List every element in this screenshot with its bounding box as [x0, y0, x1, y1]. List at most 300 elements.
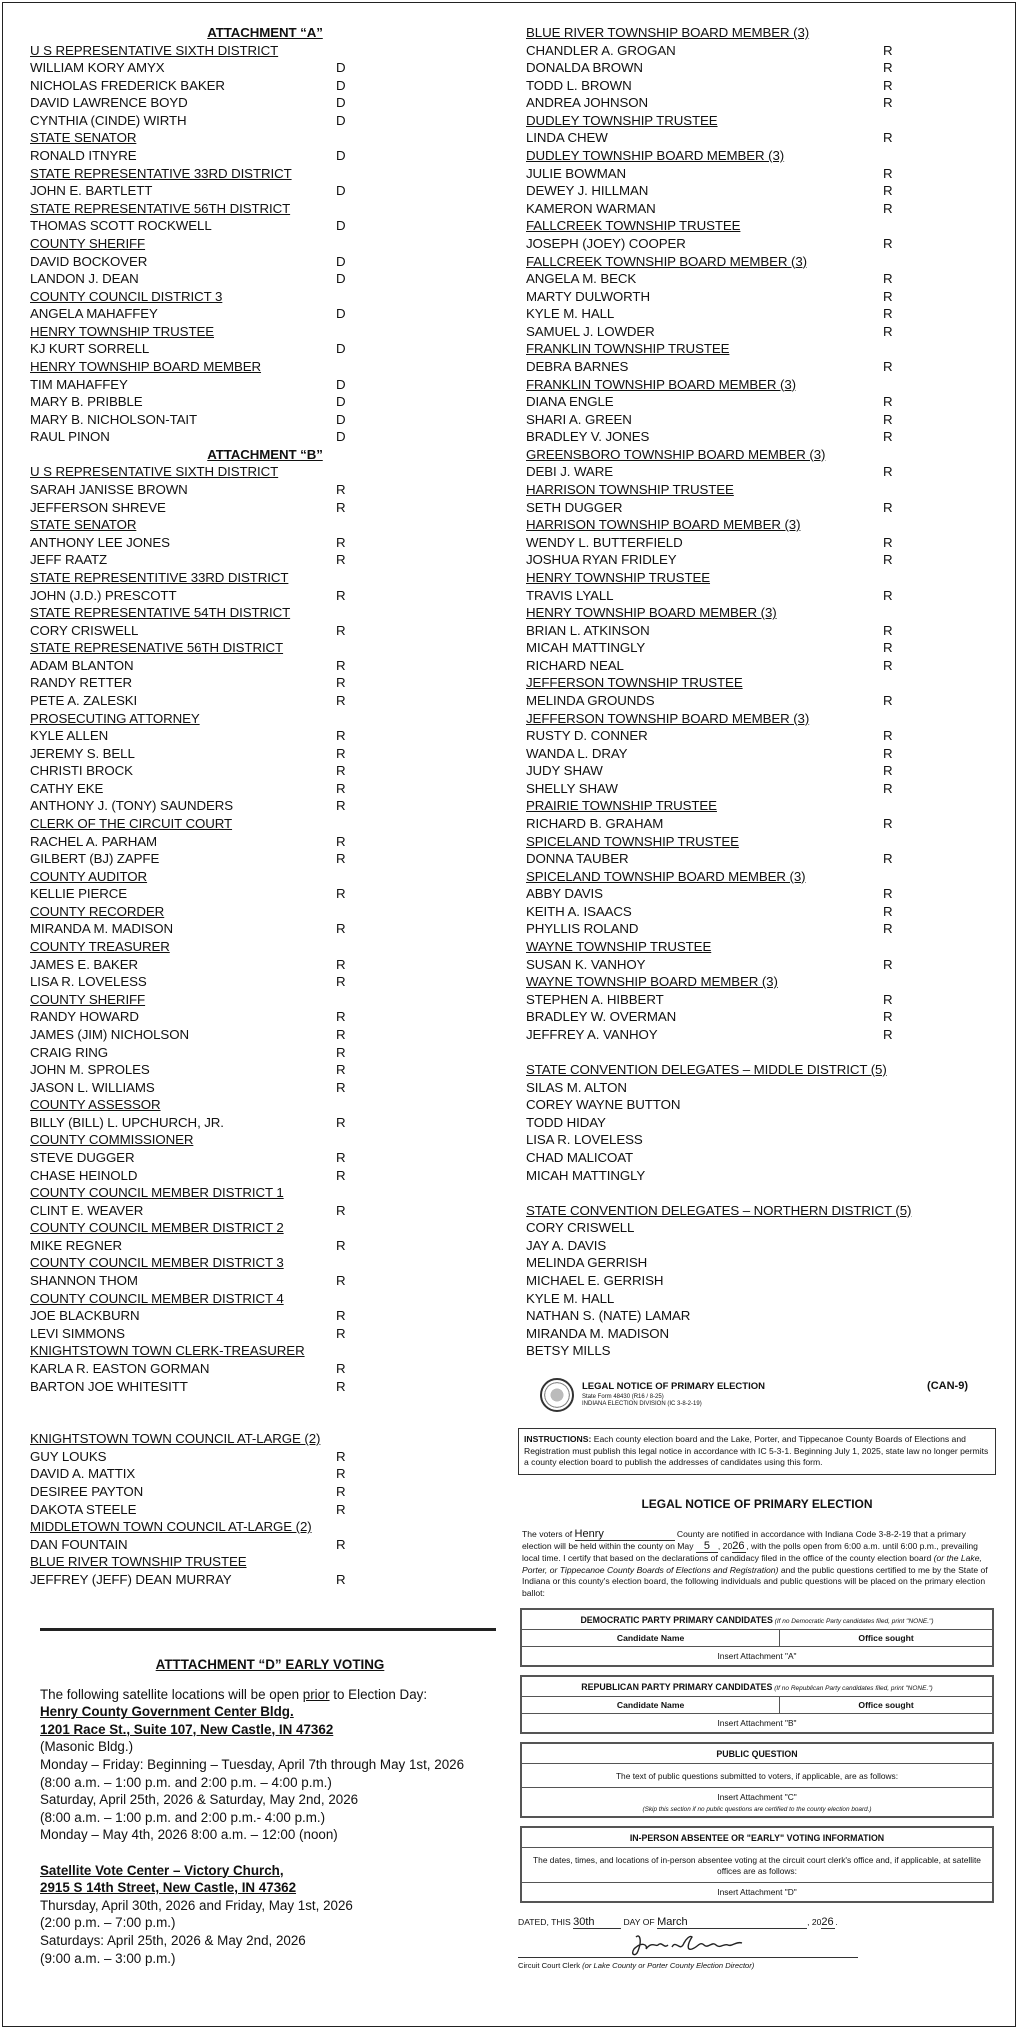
party-code: R: [883, 358, 893, 374]
candidate-row: [526, 780, 996, 798]
candidate-name: JEREMY S. BELL: [30, 745, 135, 761]
office-heading: [30, 1184, 500, 1202]
candidate-row: [526, 1254, 996, 1272]
candidate-name: RAUL PINON: [30, 429, 110, 445]
party-code: R: [336, 1150, 346, 1165]
candidate-row: [30, 1483, 500, 1501]
candidate-name: CHASE HEINOLD: [30, 1167, 138, 1183]
office-heading: [30, 938, 500, 956]
candidate-row: [526, 920, 996, 938]
candidate-row: [526, 850, 996, 868]
party-code: D: [336, 394, 346, 410]
location-1-address: 1201 Race St., Suite 107, New Castle, IN 47362: [40, 1721, 334, 1737]
insert-attachment-d: Insert Attachment "D": [522, 1882, 992, 1901]
heading-text: STATE SENATOR: [30, 517, 137, 533]
candidate-name: DAVID LAWRENCE BOYD: [30, 95, 188, 111]
office-heading: [526, 1202, 996, 1220]
heading-text: COUNTY COMMISSIONER: [30, 1132, 194, 1148]
office-heading: [526, 569, 996, 587]
hours-line: Saturdays: April 25th, 2026 & May 2nd, 2026: [40, 1932, 306, 1948]
candidate-name: JOE BLACKBURN: [30, 1308, 140, 1324]
party-code: R: [883, 411, 893, 427]
candidate-name: MIRANDA M. MADISON: [526, 1325, 669, 1341]
candidate-name: SUSAN K. VANHOY: [526, 956, 646, 972]
party-code: R: [883, 640, 893, 656]
candidate-row: [526, 1008, 996, 1026]
candidate-name: SILAS M. ALTON: [526, 1079, 627, 1095]
office-heading: [526, 604, 996, 622]
candidate-row: [526, 411, 996, 429]
insert-attachment-c: Insert Attachment "C": [522, 1787, 992, 1806]
candidate-row: [526, 77, 996, 95]
heading-text: DUDLEY TOWNSHIP TRUSTEE: [526, 112, 718, 128]
party-code: R: [883, 60, 893, 76]
office-heading: [30, 1254, 500, 1272]
hours-line: Thursday, April 30th, 2026 and Friday, May 1st, 2026: [40, 1897, 353, 1913]
candidate-name: RICHARD B. GRAHAM: [526, 816, 664, 832]
hours-line: Saturday, April 25th, 2026 & Saturday, May 2nd, 2026: [40, 1792, 359, 1808]
party-code: R: [336, 1009, 346, 1025]
candidate-name: MICAH MATTINGLY: [526, 1167, 646, 1183]
candidate-name: JAMES E. BAKER: [30, 956, 138, 972]
party-code: R: [883, 42, 893, 58]
party-code: D: [336, 306, 346, 322]
candidate-row: [30, 393, 500, 411]
party-code: R: [336, 1448, 346, 1464]
heading-text: STATE CONVENTION DELEGATES – NORTHERN DISTRICT (5): [526, 1202, 912, 1218]
can9-header: [516, 1378, 998, 1420]
candidate-row: [526, 956, 996, 974]
republican-candidates-box: REPUBLICAN PARTY PRIMARY CANDIDATES (If no Republican Party candidates filed, print "NONE.") Candidate Name Office sought Insert Attachment "B": [520, 1675, 994, 1734]
candidate-name: BRADLEY V. JONES: [526, 429, 650, 445]
candidate-name: TIM MAHAFFEY: [30, 376, 128, 392]
candidate-name: BILLY (BILL) L. UPCHURCH, JR.: [30, 1114, 224, 1130]
form-number: State Form 48430 (R16 / 8-25): [582, 1394, 664, 1400]
office-heading: [526, 253, 996, 271]
heading-text: U S REPRESENTATIVE SIXTH DISTRICT: [30, 464, 279, 480]
party-code: R: [883, 429, 893, 445]
candidate-name: ANGELA M. BECK: [526, 271, 637, 287]
candidate-row: [30, 797, 500, 815]
candidate-row: [30, 973, 500, 991]
office-heading: [526, 973, 996, 991]
candidate-row: [30, 1378, 500, 1396]
candidate-row: [30, 182, 500, 200]
candidate-name: JASON L. WILLIAMS: [30, 1079, 155, 1095]
heading-text: ATTACHMENT “A”: [207, 25, 323, 40]
office-heading: [30, 463, 500, 481]
candidate-name: WILLIAM KORY AMYX: [30, 60, 165, 76]
form-title: LEGAL NOTICE OF PRIMARY ELECTION: [582, 1381, 765, 1392]
candidate-row: [30, 499, 500, 517]
candidate-name: KAMERON WARMAN: [526, 200, 656, 216]
heading-text: STATE REPRESENTITIVE 33RD DISTRICT: [30, 569, 289, 585]
candidate-name: STEPHEN A. HIBBERT: [526, 991, 664, 1007]
heading-text: COUNTY ASSESSOR: [30, 1097, 161, 1113]
candidate-row: [526, 745, 996, 763]
candidate-name: DEWEY J. HILLMAN: [526, 183, 649, 199]
party-code: R: [883, 165, 893, 181]
candidate-name: WENDY L. BUTTERFIELD: [526, 534, 683, 550]
candidate-name: SETH DUGGER: [526, 499, 623, 515]
section-divider: [40, 1628, 496, 1631]
candidate-name: CHANDLER A. GROGAN: [526, 42, 676, 58]
candidate-row: [30, 1026, 500, 1044]
candidate-name: DAKOTA STEELE: [30, 1501, 137, 1517]
candidate-row: [526, 1114, 996, 1132]
party-code: R: [336, 1536, 346, 1552]
party-code: R: [883, 991, 893, 1007]
office-heading: [30, 903, 500, 921]
office-heading: [526, 24, 996, 42]
candidate-name: MICHAEL E. GERRISH: [526, 1273, 664, 1289]
candidate-name: LISA R. LOVELESS: [30, 974, 147, 990]
candidate-row: [526, 622, 996, 640]
office-heading: [526, 516, 996, 534]
candidate-row: [30, 1325, 500, 1343]
location-1-hours: [40, 1756, 500, 1844]
party-code: R: [883, 271, 893, 287]
candidate-name: KEITH A. ISAACS: [526, 903, 632, 919]
party-code: R: [883, 886, 893, 902]
candidate-name: SHARI A. GREEN: [526, 411, 632, 427]
candidate-row: [30, 376, 500, 394]
candidate-row: [30, 956, 500, 974]
heading-text: HENRY TOWNSHIP BOARD MEMBER (3): [526, 605, 777, 621]
office-heading: [30, 42, 500, 60]
candidate-name: SHANNON THOM: [30, 1273, 138, 1289]
candidate-row: [30, 1114, 500, 1132]
candidate-name: ABBY DAVIS: [526, 886, 603, 902]
office-heading: [526, 938, 996, 956]
democratic-candidates-box: DEMOCRATIC PARTY PRIMARY CANDIDATES (If no Democratic Party candidates filed, print "NONE.") Candidate Name Office sought Insert Attachment "A": [520, 1608, 994, 1667]
candidate-row: [30, 481, 500, 499]
candidate-name: RUSTY D. CONNER: [526, 728, 648, 744]
hours-line: Monday – Friday: Beginning – Tuesday, April 7th through May 1st, 2026: [40, 1756, 465, 1772]
candidate-row: [30, 1307, 500, 1325]
candidate-name: JEFFREY (JEFF) DEAN MURRAY: [30, 1571, 232, 1587]
candidate-name: DONALDA BROWN: [526, 60, 643, 76]
candidate-row: [526, 1219, 996, 1237]
candidate-row: [30, 745, 500, 763]
candidate-name: DESIREE PAYTON: [30, 1483, 144, 1499]
heading-text: COUNTY COUNCIL DISTRICT 3: [30, 288, 223, 304]
candidate-name: DAVID BOCKOVER: [30, 253, 148, 269]
candidate-row: [30, 253, 500, 271]
candidate-name: JEFF RAATZ: [30, 552, 108, 568]
heading-text: FALLCREEK TOWNSHIP BOARD MEMBER (3): [526, 253, 807, 269]
legal-notice-title: LEGAL NOTICE OF PRIMARY ELECTION: [641, 1496, 873, 1511]
candidate-row: [526, 1149, 996, 1167]
candidate-name: JOSEPH (JOEY) COOPER: [526, 235, 686, 251]
candidate-name: MIKE REGNER: [30, 1237, 122, 1253]
party-code: R: [336, 780, 346, 796]
candidate-row: [30, 305, 500, 323]
office-heading: [30, 358, 500, 376]
candidate-row: [30, 1448, 500, 1466]
candidate-row: [30, 1149, 500, 1167]
candidate-row: [30, 551, 500, 569]
party-code: R: [336, 921, 346, 937]
heading-text: GREENSBORO TOWNSHIP BOARD MEMBER (3): [526, 446, 826, 462]
candidate-name: BARTON JOE WHITESITT: [30, 1378, 188, 1394]
office-heading: [526, 340, 996, 358]
party-code: R: [883, 780, 893, 796]
party-code: D: [336, 271, 346, 287]
candidate-row: [30, 534, 500, 552]
candidate-name: DONNA TAUBER: [526, 851, 629, 867]
candidate-row: [526, 762, 996, 780]
spacer: [526, 1184, 996, 1202]
candidate-row: [526, 42, 996, 60]
heading-text: FALLCREEK TOWNSHIP TRUSTEE: [526, 218, 741, 234]
candidate-row: [30, 1237, 500, 1255]
candidate-row: [30, 217, 500, 235]
candidate-row: [30, 147, 500, 165]
candidate-row: [30, 674, 500, 692]
heading-text: MIDDLETOWN TOWN COUNCIL AT-LARGE (2): [30, 1519, 312, 1535]
insert-attachment-a: Insert Attachment "A": [522, 1646, 992, 1665]
party-code: R: [883, 1026, 893, 1042]
form-division: INDIANA ELECTION DIVISION (IC 3-8-2-19): [582, 1401, 702, 1407]
spacer: [30, 1395, 500, 1413]
party-code: R: [336, 692, 346, 708]
candidate-name: RANDY RETTER: [30, 675, 132, 691]
dated-month-field: March: [657, 1917, 807, 1929]
candidate-row: [526, 587, 996, 605]
form-code: (CAN-9): [927, 1380, 968, 1392]
heading-text: HARRISON TOWNSHIP BOARD MEMBER (3): [526, 517, 801, 533]
candidate-row: [526, 182, 996, 200]
hours-line: (2:00 p.m. – 7:00 p.m.): [40, 1915, 176, 1931]
office-heading: [30, 165, 500, 183]
heading-text: COUNTY SHERIFF: [30, 991, 146, 1007]
heading-text: FRANKLIN TOWNSHIP BOARD MEMBER (3): [526, 376, 796, 392]
candidate-name: JOSHUA RYAN FRIDLEY: [526, 552, 677, 568]
candidate-name: COREY WAYNE BUTTON: [526, 1097, 681, 1113]
office-heading: [30, 1219, 500, 1237]
candidate-row: [526, 1237, 996, 1255]
party-code: R: [336, 763, 346, 779]
early-voting-section: [40, 1656, 500, 1967]
party-code: D: [336, 95, 346, 111]
office-heading: [30, 815, 500, 833]
party-code: D: [336, 60, 346, 76]
candidate-name: NATHAN S. (NATE) LAMAR: [526, 1308, 691, 1324]
candidate-name: ANGELA MAHAFFEY: [30, 306, 158, 322]
candidate-row: [30, 1272, 500, 1290]
candidate-row: [30, 1360, 500, 1378]
candidate-row: [526, 1325, 996, 1343]
candidate-row: [30, 622, 500, 640]
party-code: R: [336, 851, 346, 867]
candidate-name: MARTY DULWORTH: [526, 288, 650, 304]
signature-image: [628, 1931, 748, 1959]
candidate-name: DAVID A. MATTIX: [30, 1466, 136, 1482]
candidate-name: RANDY HOWARD: [30, 1009, 139, 1025]
party-code: D: [336, 429, 346, 445]
party-code: R: [883, 956, 893, 972]
candidate-name: LISA R. LOVELESS: [526, 1132, 643, 1148]
candidate-name: MIRANDA M. MADISON: [30, 921, 173, 937]
heading-text: COUNTY COUNCIL MEMBER DISTRICT 3: [30, 1255, 284, 1271]
party-code: R: [336, 728, 346, 744]
candidate-name: KYLE ALLEN: [30, 728, 109, 744]
office-heading: [30, 288, 500, 306]
location-2-hours: [40, 1897, 500, 1967]
hours-line: (8:00 a.m. – 1:00 p.m. and 2:00 p.m. – 4:00 p.m.): [40, 1774, 332, 1790]
office-heading: [526, 710, 996, 728]
party-code: R: [336, 1378, 346, 1394]
candidate-name: KJ KURT SORRELL: [30, 341, 150, 357]
candidate-name: MARY B. PRIBBLE: [30, 394, 143, 410]
location-1-name: Henry County Government Center Bldg.: [40, 1704, 294, 1720]
heading-text: WAYNE TOWNSHIP TRUSTEE: [526, 939, 712, 955]
party-code: R: [336, 1325, 346, 1341]
candidate-name: PETE A. ZALESKI: [30, 692, 138, 708]
heading-text: JEFFERSON TOWNSHIP TRUSTEE: [526, 675, 743, 691]
party-code: D: [336, 341, 346, 357]
office-heading: [30, 129, 500, 147]
office-heading: [30, 1342, 500, 1360]
candidate-name: CORY CRISWELL: [526, 1220, 635, 1236]
party-code: R: [336, 1466, 346, 1482]
office-heading: [30, 569, 500, 587]
candidate-name: KARLA R. EASTON GORMAN: [30, 1360, 210, 1376]
state-seal-icon: [540, 1378, 574, 1412]
candidate-name: DEBRA BARNES: [526, 358, 629, 374]
candidate-row: [526, 903, 996, 921]
party-code: R: [883, 130, 893, 146]
party-code: R: [883, 728, 893, 744]
candidate-row: [30, 340, 500, 358]
candidate-row: [526, 727, 996, 745]
party-code: R: [883, 200, 893, 216]
office-heading: [30, 991, 500, 1009]
heading-text: FRANKLIN TOWNSHIP TRUSTEE: [526, 341, 730, 357]
party-code: R: [883, 323, 893, 339]
party-code: R: [883, 306, 893, 322]
heading-text: WAYNE TOWNSHIP BOARD MEMBER (3): [526, 974, 778, 990]
instructions-box: INSTRUCTIONS: Each county election board and the Lake, Porter, and Tippecanoe County Boards of Elections and Registration must publish this legal notice in accordance with IC 5-3-1. Beginning July 1, 2025, state law no longer permits a county election board to publish the addresses of candidates using this form.: [518, 1428, 996, 1475]
candidate-row: [526, 534, 996, 552]
candidate-name: JEFFREY A. VANHOY: [526, 1026, 658, 1042]
party-code: R: [336, 798, 346, 814]
candidate-row: [526, 235, 996, 253]
candidate-row: [30, 833, 500, 851]
candidate-row: [526, 1167, 996, 1185]
office-heading: [30, 1553, 500, 1571]
party-code: R: [336, 534, 346, 550]
candidate-name: ANTHONY J. (TONY) SAUNDERS: [30, 798, 234, 814]
party-code: D: [336, 253, 346, 269]
party-code: R: [336, 587, 346, 603]
party-code: R: [336, 833, 346, 849]
heading-text: JEFFERSON TOWNSHIP BOARD MEMBER (3): [526, 710, 810, 726]
candidate-name: MELINDA GERRISH: [526, 1255, 648, 1271]
candidate-row: [526, 657, 996, 675]
office-heading: [526, 868, 996, 886]
county-field: Henry: [575, 1529, 675, 1541]
office-heading: [526, 674, 996, 692]
candidate-name: LEVI SIMMONS: [30, 1325, 125, 1341]
party-code: R: [336, 1237, 346, 1253]
candidate-name: JOHN (J.D.) PRESCOTT: [30, 587, 177, 603]
candidate-row: [30, 94, 500, 112]
candidate-row: [526, 1096, 996, 1114]
candidate-row: [30, 1202, 500, 1220]
party-code: D: [336, 411, 346, 427]
office-heading: [526, 481, 996, 499]
hours-line: (8:00 a.m. – 1:00 p.m. and 2:00 p.m.- 4:00 p.m.): [40, 1809, 326, 1825]
party-code: D: [336, 218, 346, 234]
clerk-signature: [518, 1931, 998, 1957]
candidate-name: JULIE BOWMAN: [526, 165, 627, 181]
may-day-field: 5: [696, 1541, 718, 1553]
party-code: R: [336, 1114, 346, 1130]
candidate-name: SHELLY SHAW: [526, 780, 618, 796]
heading-text: COUNTY RECORDER: [30, 903, 165, 919]
office-heading: [30, 235, 500, 253]
heading-text: COUNTY SHERIFF: [30, 235, 146, 251]
candidate-name: TODD HIDAY: [526, 1114, 606, 1130]
spacer: [526, 1044, 996, 1062]
party-code: R: [336, 1062, 346, 1078]
hours-line: (9:00 a.m. – 3:00 p.m.): [40, 1950, 176, 1966]
heading-text: HENRY TOWNSHIP TRUSTEE: [30, 323, 215, 339]
candidate-row: [30, 1571, 500, 1589]
office-heading: [30, 1430, 500, 1448]
candidate-name: MICAH MATTINGLY: [526, 640, 646, 656]
candidate-name: TRAVIS LYALL: [526, 587, 614, 603]
heading-text: COUNTY AUDITOR: [30, 868, 148, 884]
candidate-row: [30, 1501, 500, 1519]
candidate-name: DIANA ENGLE: [526, 394, 614, 410]
candidate-row: [30, 411, 500, 429]
candidate-name: RICHARD NEAL: [526, 657, 624, 673]
heading-text: STATE SENATOR: [30, 130, 137, 146]
office-heading: [30, 516, 500, 534]
party-code: D: [336, 183, 346, 199]
heading-text: SPICELAND TOWNSHIP BOARD MEMBER (3): [526, 868, 806, 884]
attachment-title: [30, 24, 500, 42]
location-2-name: Satellite Vote Center – Victory Church,: [40, 1862, 284, 1878]
party-code: R: [336, 1273, 346, 1289]
candidate-name: CHAD MALICOAT: [526, 1150, 634, 1165]
candidate-row: [526, 499, 996, 517]
candidate-row: [526, 815, 996, 833]
candidate-row: [30, 780, 500, 798]
voters-notice: The voters of Henry County are notified in accordance with Indiana Code 3-8-2-19 that a primary election will be held within the county on May 5 , 2026 , with the polls open from 6:00 a.m. until 6:00 p.m., prevailing local time. I certify that based on the declarations of candidacy filed in the office of the county election board (or the Lake, Porter, or Tippecanoe County Boards of Elections and Registration) and the public questions certified to me by the State of Indiana or this county's election board, the following individuals and public questions will be placed on the primary election ballot:: [522, 1527, 988, 1599]
dated-year-field: 26: [821, 1915, 834, 1928]
candidate-name: JUDY SHAW: [526, 763, 603, 779]
spacer: [30, 1413, 500, 1431]
heading-text: HENRY TOWNSHIP BOARD MEMBER: [30, 358, 262, 374]
location-1-note: (Masonic Bldg.): [40, 1739, 134, 1755]
heading-text: ATTACHMENT “B”: [207, 446, 323, 462]
candidate-name: KELLIE PIERCE: [30, 886, 127, 902]
party-code: R: [336, 1360, 346, 1376]
party-code: D: [336, 77, 346, 93]
candidate-row: [30, 762, 500, 780]
party-code: R: [883, 235, 893, 251]
office-heading: [526, 112, 996, 130]
candidate-name: JAY A. DAVIS: [526, 1237, 607, 1253]
candidate-name: CYNTHIA (CINDE) WIRTH: [30, 112, 187, 128]
party-code: R: [336, 1501, 346, 1517]
candidate-list-right: [526, 24, 996, 1360]
signature-caption: Circuit Court Clerk (or Lake County or Porter County Election Director): [518, 1960, 755, 1970]
